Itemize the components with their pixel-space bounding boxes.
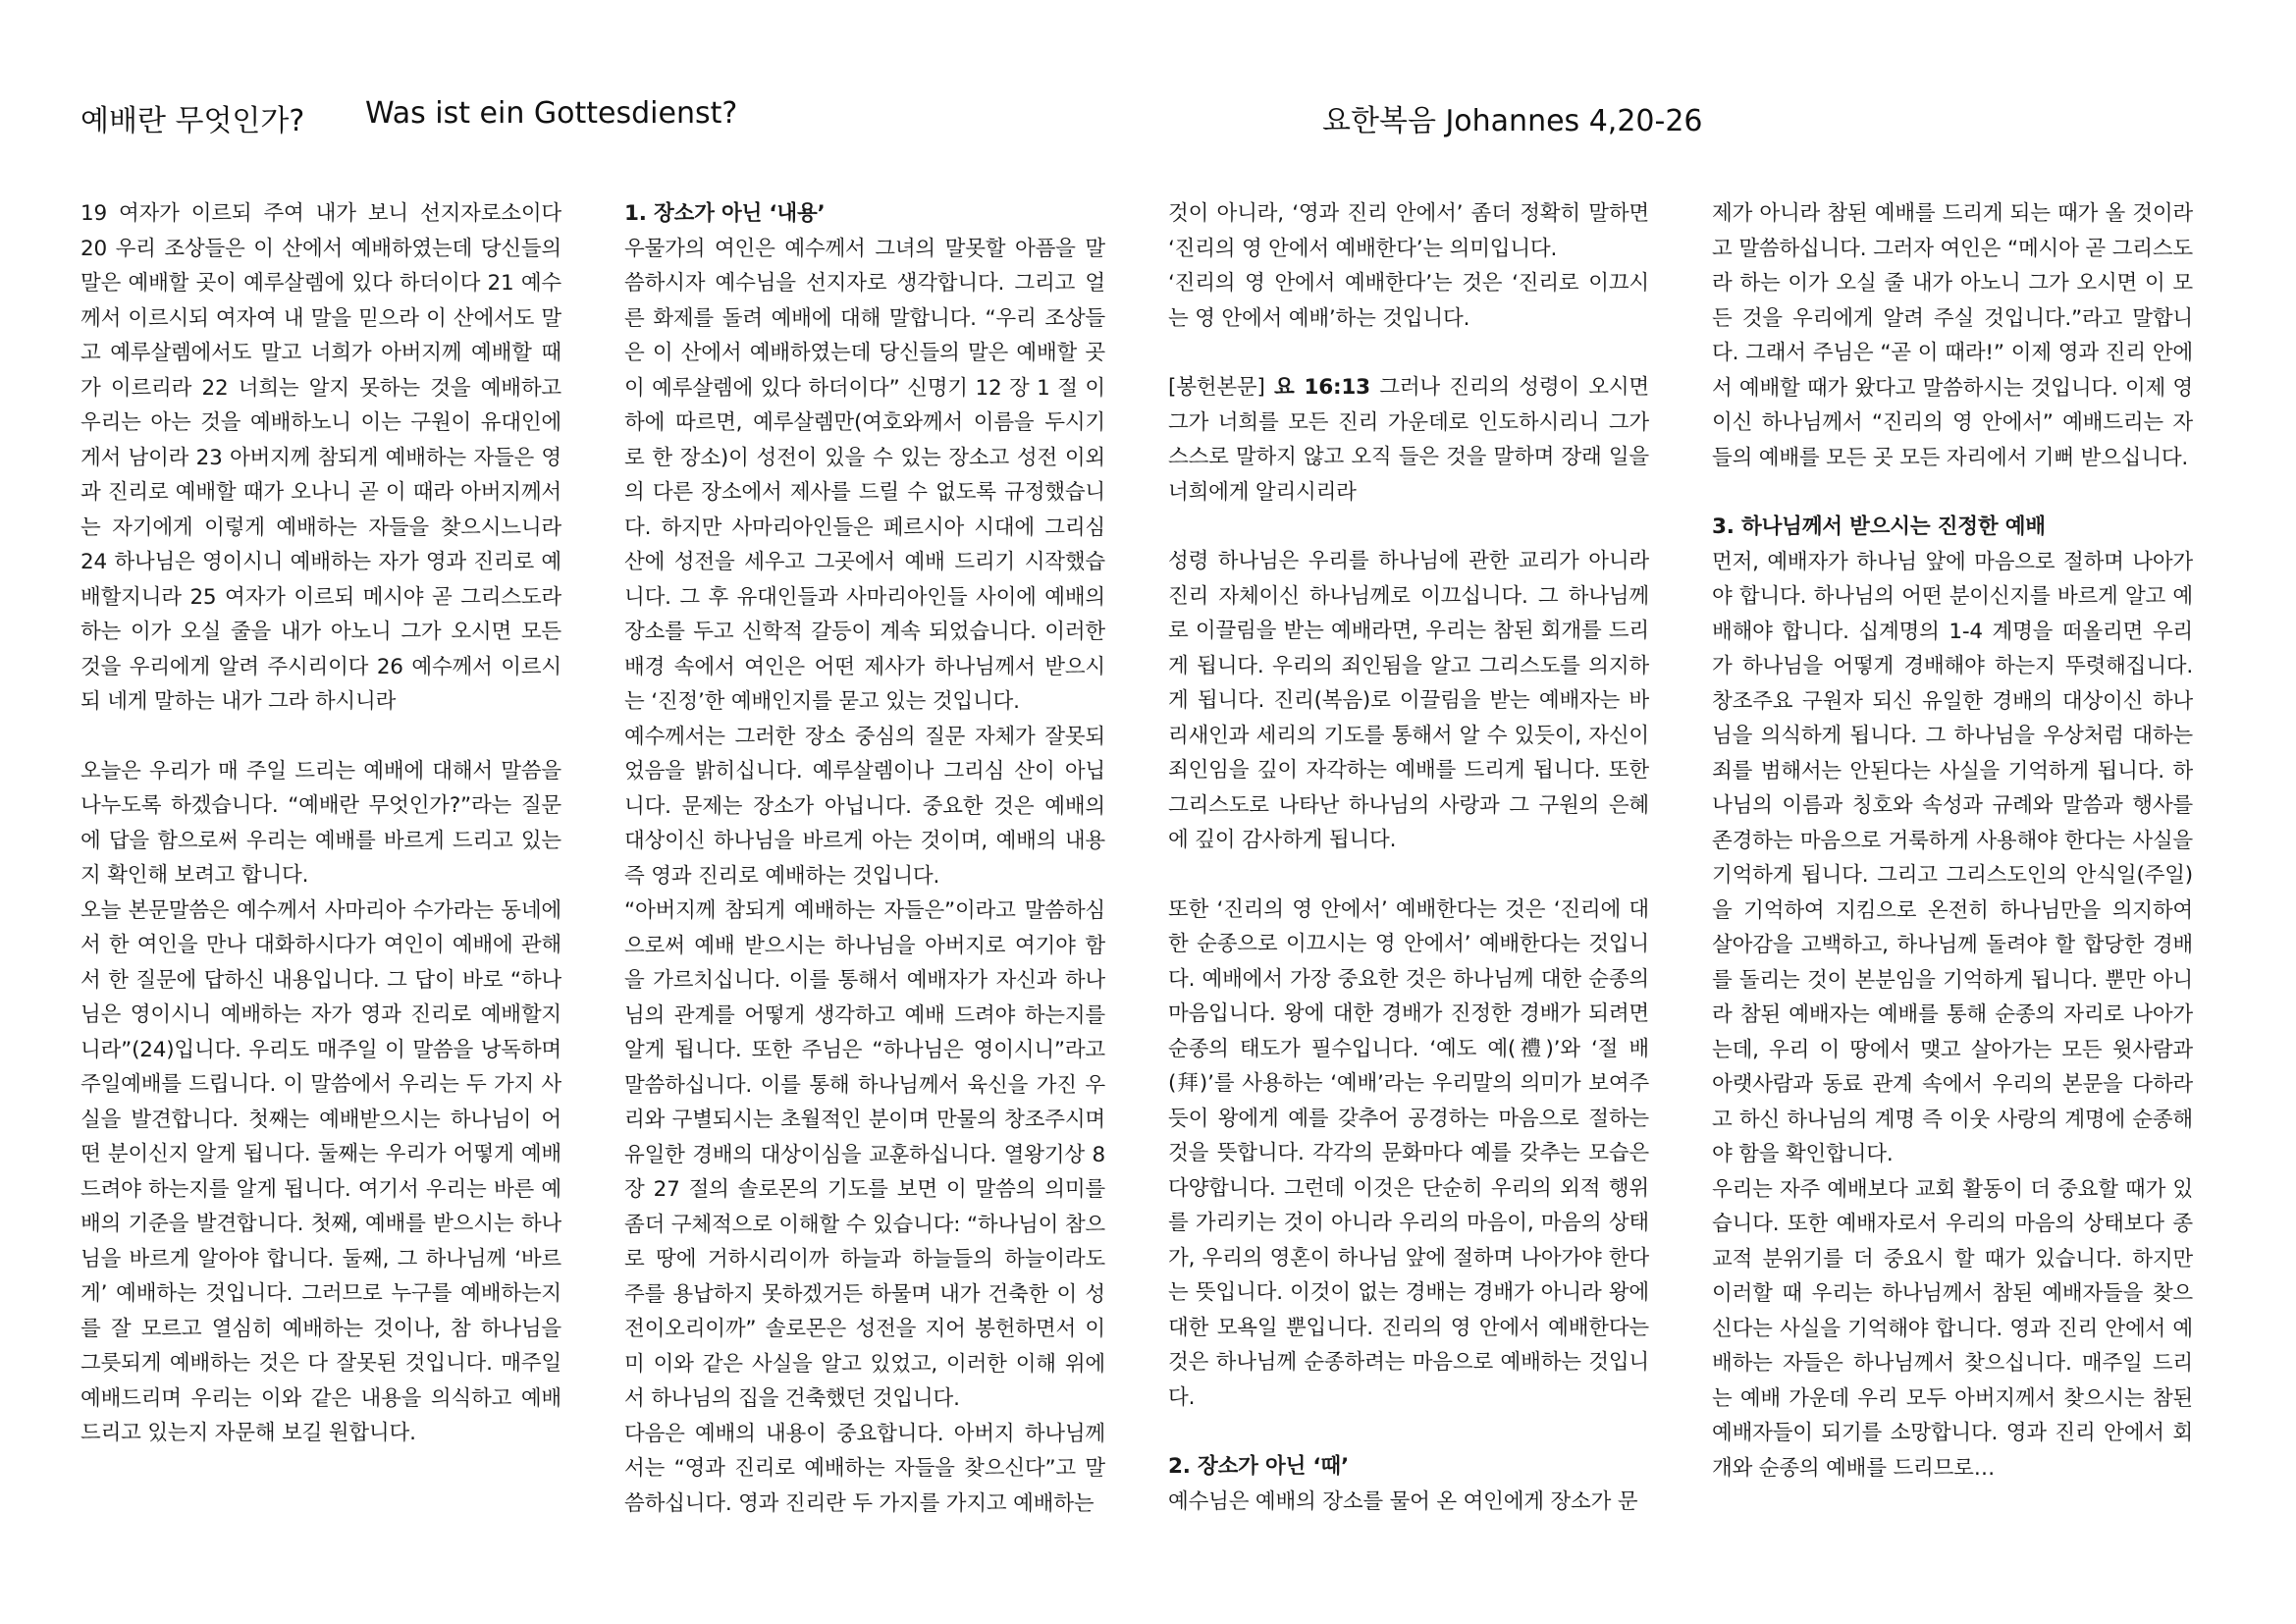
paragraph: 우물가의 여인은 예수께서 그녀의 말못할 아픔을 말씀하시자 예수님을 선지자로 생각합니다. 그리고 얼른 화제를 돌려 예배에 대해 말합니다. “우리 조상들은 이 산에서 예배하였는데 당신들의 말은 예배할 곳이 예루살렘에 있다 하더이다” 신명기 12 장 1 절 이하에 따르면, 예루살렘만(여호와께서 이름을 두시기로 한 장소)이 성전이 있을 수 있는 장소고 성전 이외의 다른 장소에서 제사를 드릴 수 없도록 규정했습니다. 하지만 사마리아인들은 페르시아 시대에 그리심 산에 성전을 세우고 그곳에서 예배 드리기 시작했습니다. 그 후 유대인들과 사마리아인들 사이에 예배의 장소를 두고 신학적 갈등이 계속 되었습니다. 이러한 배경 속에서 여인은 어떤 제사가 하나님께서 받으시는 ‘진정’한 예배인지를 묻고 있는 것입니다. <box>624 236 1105 714</box>
scripture-passage: 19 여자가 이르되 주여 내가 보니 선지자로소이다 20 우리 조상들은 이 산에서 예배하였는데 당신들의 말은 예배할 곳이 예루살렘에 있다 하더이다 21 예수께서 이르시되 여자여 내 말을 믿으라 이 산에서도 말고 예루살렘에서도 말고 너희가 아버지께 예배할 때가 이르리라 22 너희는 알지 못하는 것을 예배하고 우리는 아는 것을 예배하노니 이는 구원이 유대인에게서 남이라 23 아버지께 참되게 예배하는 자들은 영과 진리로 예배할 때가 오나니 곧 이 때라 아버지께서는 자기에게 이렇게 예배하는 자들을 찾으시느니라 24 하나님은 영이시니 예배하는 자가 영과 진리로 예배할지니라 25 여자가 이르되 메시야 곧 그리스도라 하는 이가 오실 줄을 내가 아노니 그가 오시면 모든 것을 우리에게 알려 주시리이다 26 예수께서 이르시되 네게 말하는 내가 그라 하시니라 <box>80 201 561 714</box>
column-4 <box>1712 196 2193 1591</box>
paragraph: “아버지께 참되게 예배하는 자들은”이라고 말씀하심으로써 예배 받으시는 하나님을 아버지로 여기야 함을 가르치십니다. 이를 통해서 예배자가 자신과 하나님의 관계를 어떻게 생각하고 예배 드려야 하는지를 알게 됩니다. 또한 주님은 “하나님은 영이시니”라고 말씀하십니다. 이를 통해 하나님께서 육신을 가진 우리와 구별되시는 초월적인 분이며 만물의 창조주시며 유일한 경배의 대상이심을 교훈하십니다. 열왕기상 8 장 27 절의 솔로몬의 기도를 보면 이 말씀의 의미를 좀더 구체적으로 이해할 수 있습니다: “하나님이 참으로 땅에 거하시리이까 하늘과 하늘들의 하늘이라도 주를 용납하지 못하겠거든 하물며 내가 건축한 이 성전이오리이까” 솔로몬은 성전을 지어 봉헌하면서 이미 이와 같은 사실을 알고 있었고, 이러한 이해 위에서 하나님의 집을 건축했던 것입니다. <box>624 898 1105 1411</box>
offering-text: 그러나 진리의 성령이 오시면 그가 너희를 모든 진리 가운데로 인도하시리니 그가 스스로 말하지 않고 오직 들은 것을 말하며 장래 일을 너희에게 알리시리라 <box>1168 375 1649 505</box>
document-header <box>80 96 2220 145</box>
offering-label: [봉헌본문] <box>1168 375 1265 400</box>
text-columns <box>80 196 2220 1591</box>
column-2 <box>624 196 1105 1591</box>
title-german: Was ist ein Gottesdienst? <box>365 96 738 131</box>
paragraph: 예수님은 예배의 장소를 물어 온 여인에게 장소가 문 <box>1168 1489 1638 1514</box>
section-heading-1: 1. 장소가 아닌 ‘내용’ <box>624 201 826 226</box>
section-heading-3: 3. 하나님께서 받으시는 진정한 예배 <box>1712 514 2046 539</box>
paragraph: ‘진리의 영 안에서 예배한다’는 것은 ‘진리로 이끄시는 영 안에서 예배’하는 것입니다. <box>1168 271 1649 331</box>
column-1 <box>80 196 561 1591</box>
scripture-reference: 요한복음 Johannes 4,20-26 <box>1322 104 1703 138</box>
paragraph: 또한 ‘진리의 영 안에서’ 예배한다는 것은 ‘진리에 대한 순종으로 이끄시는 영 안에서’ 예배한다는 것입니다. 예배에서 가장 중요한 것은 하나님께 대한 순종의 마음입니다. 왕에 대한 경배가 진정한 경배가 되려면 순종의 태도가 필수입니다. ‘예도 예(禮)’와 ‘절 배(拜)’를 사용하는 ‘예배’라는 우리말의 의미가 보여주듯이 왕에게 예를 갖추어 공경하는 마음으로 절하는 것을 뜻합니다. 각각의 문화마다 예를 갖추는 모습은 다양합니다. 그런데 이것은 단순히 우리의 외적 행위를 가리키는 것이 아니라 우리의 마음이, 마음의 상태가, 우리의 영혼이 하나님 앞에 절하며 나아가야 한다는 뜻입니다. 이것이 없는 경배는 경배가 아니라 왕에 대한 모욕일 뿐입니다. 진리의 영 안에서 예배한다는 것은 하나님께 순종하려는 마음으로 예배하는 것입니다. <box>1168 896 1649 1410</box>
paragraph: 다음은 예배의 내용이 중요합니다. 아버지 하나님께서는 “영과 진리로 예배하는 자들을 찾으신다”고 말씀하십니다. 영과 진리란 두 가지를 가지고 예배하는 <box>624 1421 1105 1516</box>
section-heading-2: 2. 장소가 아닌 ‘때’ <box>1168 1454 1349 1479</box>
paragraph: 우리는 자주 예배보다 교회 활동이 더 중요할 때가 있습니다. 또한 예배자로서 우리의 마음의 상태보다 종교적 분위기를 더 중요시 할 때가 있습니다. 하지만 이러할 때 우리는 하나님께서 참된 예배자들을 찾으신다는 사실을 기억해야 합니다. 영과 진리 안에서 예배하는 자들은 하나님께서 찾으십니다. 매주일 드리는 예배 가운데 우리 모두 아버지께서 찾으시는 참된 예배자들이 되기를 소망합니다. 영과 진리 안에서 회개와 순종의 예배를 드리므로… <box>1712 1176 2193 1481</box>
paragraph: 제가 아니라 참된 예배를 드리게 되는 때가 올 것이라고 말씀하십니다. 그러자 여인은 “메시아 곧 그리스도라 하는 이가 오실 줄 내가 아노니 그가 오시면 이 모든 것을 우리에게 알려 주실 것입니다.”라고 말합니다. 그래서 주님은 “곧 이 때라!” 이제 영과 진리 안에서 예배할 때가 왔다고 말씀하시는 것입니다. 이제 영이신 하나님께서 “진리의 영 안에서” 예배드리는 자들의 예배를 모든 곳 모든 자리에서 기뻐 받으십니다. <box>1712 201 2193 470</box>
title-korean: 예배란 무엇인가? <box>80 104 305 138</box>
paragraph: 오늘 본문말씀은 예수께서 사마리아 수가라는 동네에서 한 여인을 만나 대화하시다가 여인이 예배에 관해서 한 질문에 답하신 내용입니다. 그 답이 바로 “하나님은 영이시니 예배하는 자가 영과 진리로 예배할지니라”(24)입니다. 우리도 매주일 이 말씀을 낭독하며 주일예배를 드립니다. 이 말씀에서 우리는 두 가지 사실을 발견합니다. 첫째는 예배받으시는 하나님이 어떤 분이신지 알게 됩니다. 둘째는 우리가 어떻게 예배드려야 하는지를 알게 됩니다. 여기서 우리는 바른 예배의 기준을 발견합니다. 첫째, 예배를 받으시는 하나님을 바르게 알아야 합니다. 둘째, 그 하나님께 ‘바르게’ 예배하는 것입니다. 그러므로 누구를 예배하는지를 잘 모르고 열심히 예배하는 것이나, 참 하나님을 그릇되게 예배하는 것은 다 잘못된 것입니다. 매주일 예배드리며 우리는 이와 같은 내용을 의식하고 예배드리고 있는지 자문해 보길 원합니다. <box>80 897 561 1445</box>
paragraph: 오늘은 우리가 매 주일 드리는 예배에 대해서 말씀을 나누도록 하겠습니다. “예배란 무엇인가?”라는 질문에 답을 함으로써 우리는 예배를 바르게 드리고 있는지 확인해 보려고 합니다. <box>80 758 561 888</box>
paragraph: 예수께서는 그러한 장소 중심의 질문 자체가 잘못되었음을 밝히십니다. 예루살렘이나 그리심 산이 아닙니다. 문제는 장소가 아닙니다. 중요한 것은 예배의 대상이신 하나님을 바르게 아는 것이며, 예배의 내용 즉 영과 진리로 예배하는 것입니다. <box>624 724 1105 889</box>
paragraph: 성령 하나님은 우리를 하나님에 관한 교리가 아니라 진리 자체이신 하나님께로 이끄십니다. 그 하나님께로 이끌림을 받는 예배라면, 우리는 참된 회개를 드리게 됩니다. 우리의 죄인됨을 알고 그리스도를 의지하게 됩니다. 진리(복음)로 이끌림을 받는 예배자는 바리새인과 세리의 기도를 통해서 알 수 있듯이, 자신이 죄인임을 깊이 자각하는 예배를 드리게 됩니다. 또한 그리스도로 나타난 하나님의 사랑과 그 구원의 은혜에 깊이 감사하게 됩니다. <box>1168 549 1649 852</box>
paragraph: 먼저, 예배자가 하나님 앞에 마음으로 절하며 나아가야 합니다. 하나님의 어떤 분이신지를 바르게 알고 예배해야 합니다. 십계명의 1-4 계명을 떠올리면 우리가 하나님을 어떻게 경배해야 하는지 뚜렷해집니다. 창조주요 구원자 되신 유일한 경배의 대상이신 하나님을 의식하게 됩니다. 그 하나님을 우상처럼 대하는 죄를 범해서는 안된다는 사실을 기억하게 됩니다. 하나님의 이름과 칭호와 속성과 규례와 말씀과 행사를 존경하는 마음으로 거룩하게 사용해야 한다는 사실을 기억하게 됩니다. 그리고 그리스도인의 안식일(주일)을 기억하여 지킴으로 온전히 하나님만을 의지하여 살아감을 고백하고, 하나님께 돌려야 할 합당한 경배를 돌리는 것이 본분임을 기억하게 됩니다. 뿐만 아니라 참된 예배자는 예배를 통해 순종의 자리로 나아가는데, 우리 이 땅에서 맺고 살아가는 모든 윗사람과 아랫사람과 동료 관계 속에서 우리의 본문을 다하라고 하신 하나님의 계명 즉 이웃 사랑의 계명에 순종해야 함을 확인합니다. <box>1712 549 2193 1166</box>
column-3 <box>1168 196 1649 1591</box>
offering-verse <box>1168 370 1649 510</box>
offering-reference: 요 16:13 <box>1273 375 1370 400</box>
paragraph: 것이 아니라, ‘영과 진리 안에서’ 좀더 정확히 말하면 ‘진리의 영 안에서 예배한다’는 의미입니다. <box>1168 201 1649 261</box>
